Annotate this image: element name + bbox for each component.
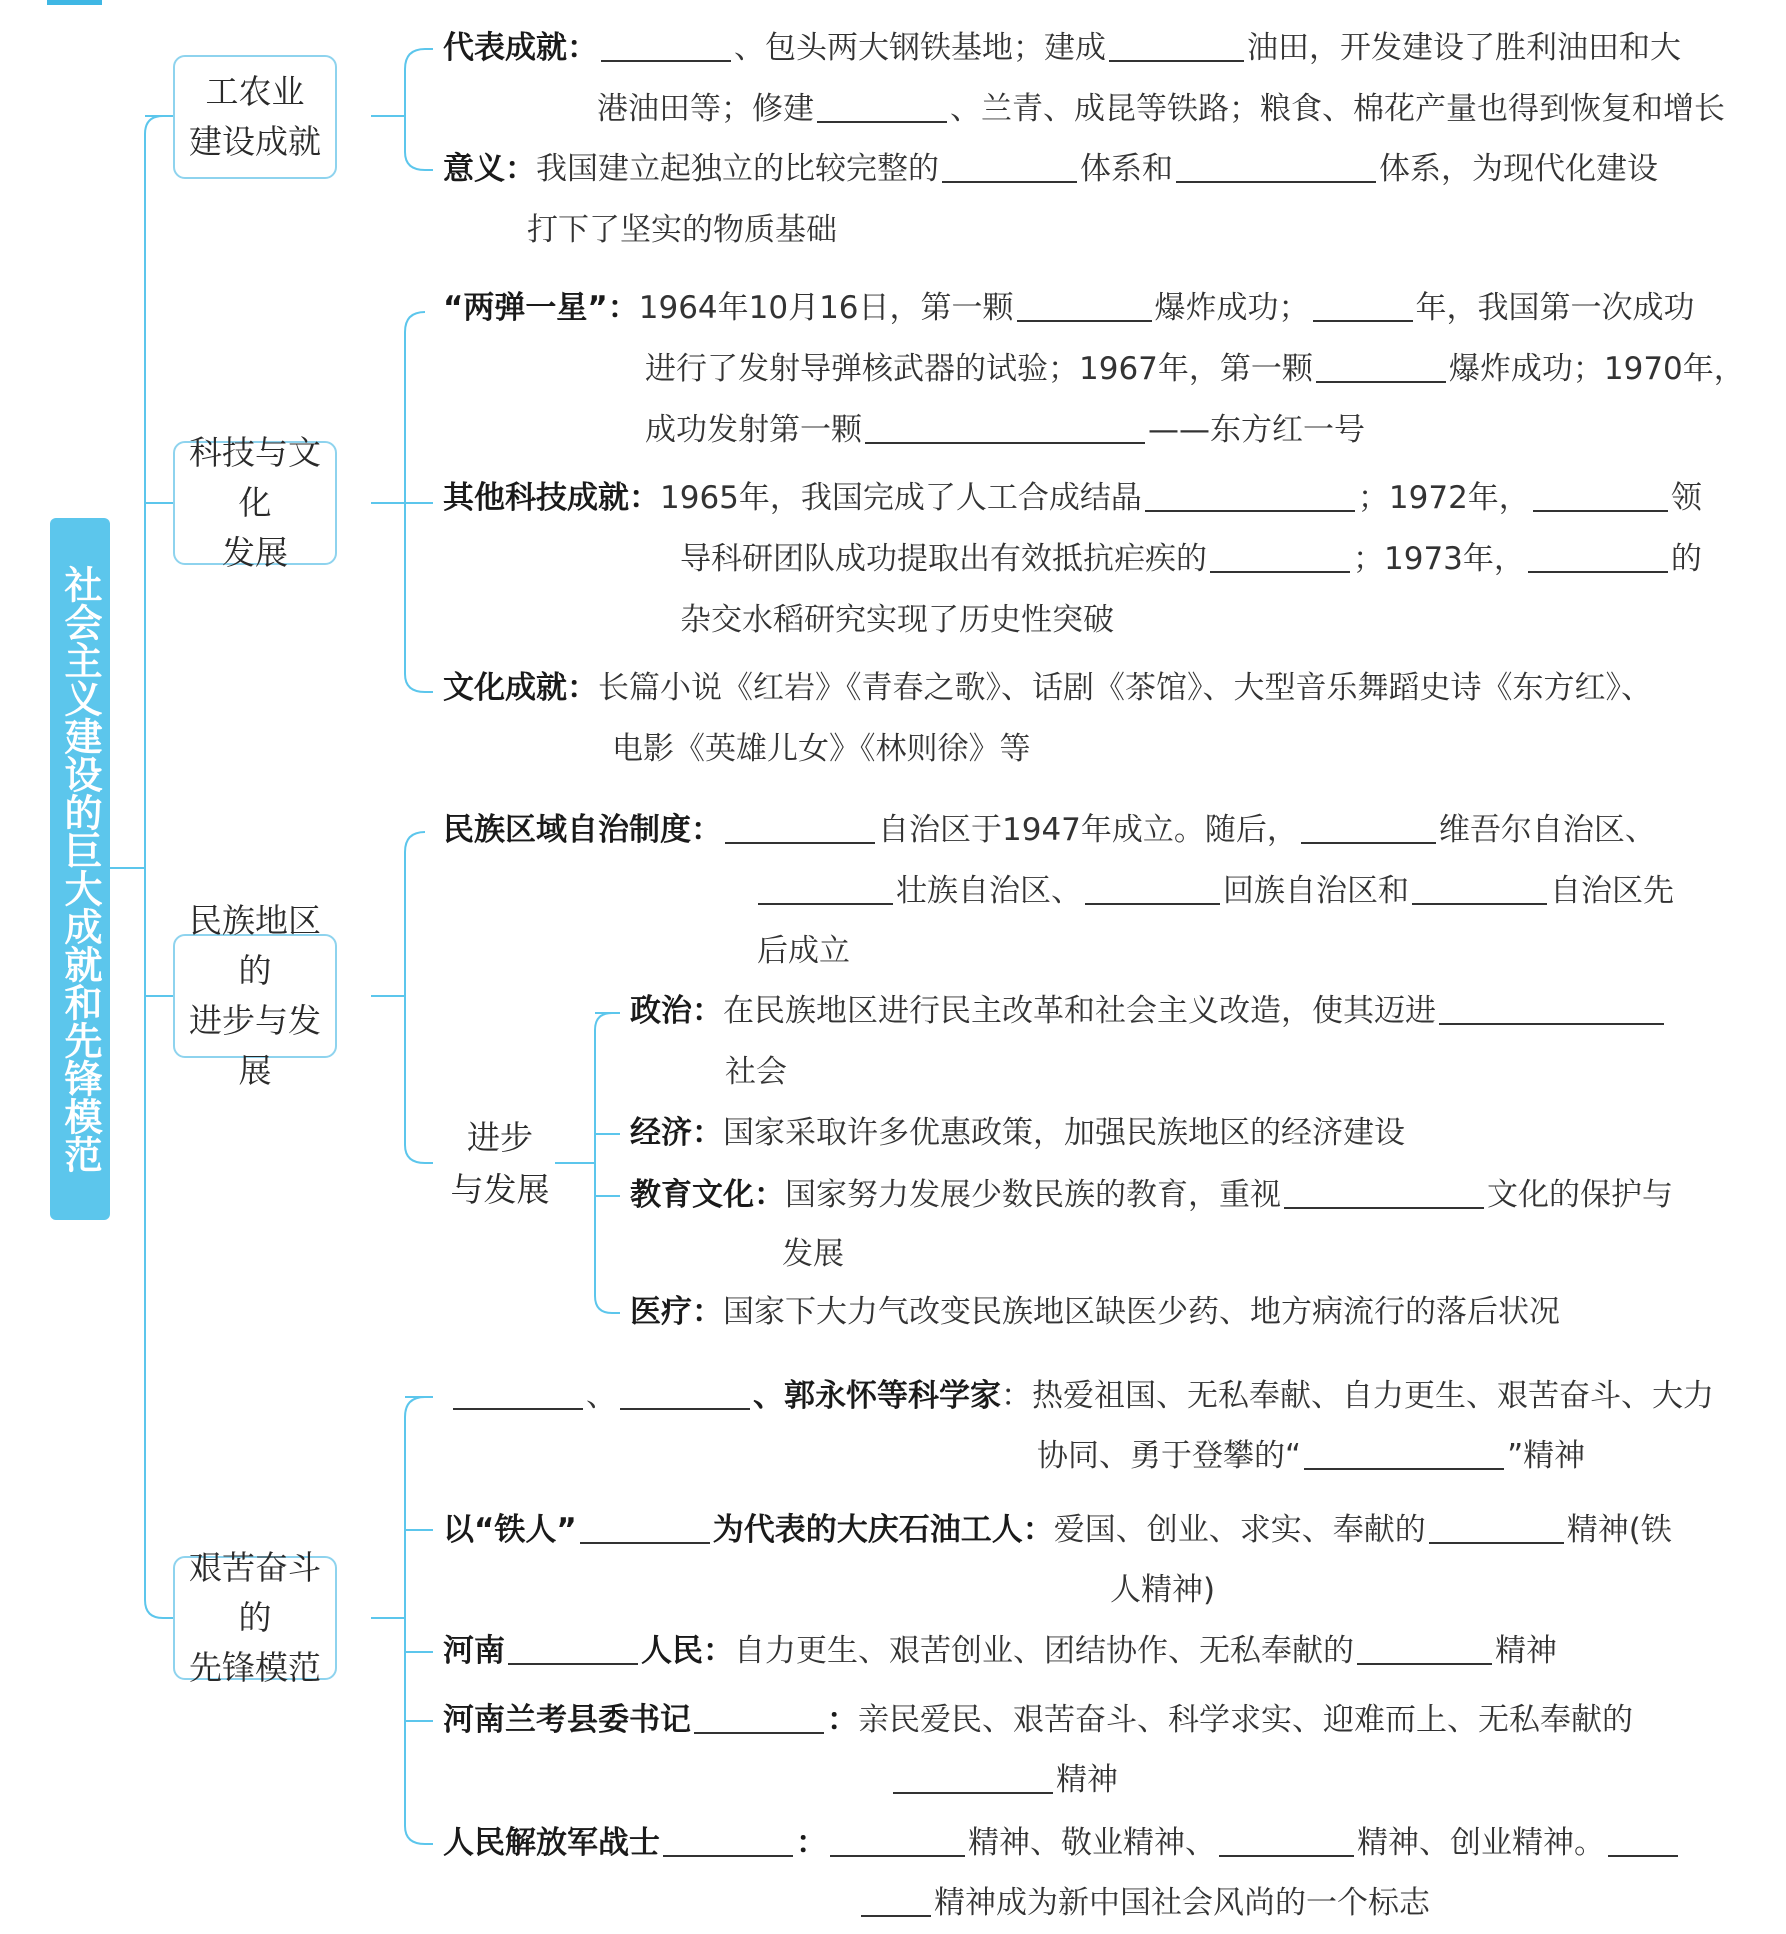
line-text: ——东方红一号 bbox=[1148, 412, 1365, 448]
branch-title: 艰苦奋斗的 先锋模范 bbox=[189, 1548, 321, 1687]
fill-blank bbox=[1439, 992, 1664, 1025]
fill-blank bbox=[865, 411, 1145, 444]
fill-blank bbox=[1145, 479, 1355, 512]
line-text: 我国建立起独立的比较完整的 bbox=[536, 151, 939, 187]
line-text: 电影《英雄儿女》《林则徐》等 bbox=[612, 731, 1031, 767]
fill-blank bbox=[1304, 1437, 1504, 1470]
text-line bbox=[630, 1165, 1673, 1226]
line-text: 1964年10月16日，第一颗 bbox=[638, 290, 1014, 326]
text-line bbox=[443, 139, 1658, 200]
line-text: 在民族地区进行民主改革和社会主义改造，使其迈进 bbox=[723, 993, 1436, 1029]
line-text: 爆炸成功； bbox=[1154, 290, 1310, 326]
line-text: 精神、敬业精神、 bbox=[968, 1825, 1216, 1861]
fill-blank bbox=[508, 1632, 638, 1665]
line-text: 亲民爱民、艰苦奋斗、科学求实、迎难而上、无私奉献的 bbox=[858, 1702, 1633, 1738]
line-text: 、包头两大钢铁基地；建成 bbox=[734, 30, 1106, 66]
line-label: “两弹一星”： bbox=[443, 290, 639, 326]
line-label: 教育文化： bbox=[630, 1177, 785, 1213]
line-text: 体系，为现代化建设 bbox=[1379, 151, 1658, 187]
fill-blank bbox=[1533, 479, 1668, 512]
line-text: 壮族自治区、 bbox=[896, 873, 1082, 909]
line-text: 、 bbox=[586, 1378, 617, 1414]
branch-science-culture bbox=[173, 433, 337, 572]
sub-branch-title: 进步 与发展 bbox=[450, 1118, 550, 1209]
root-title: 社会主义建设的巨大成就和先锋模范 bbox=[58, 565, 102, 1173]
line-label: 医疗： bbox=[630, 1294, 723, 1330]
line-text: 精神(铁 bbox=[1566, 1512, 1672, 1548]
fill-blank bbox=[663, 1824, 793, 1857]
branch-title: 工农业 建设成就 bbox=[189, 72, 321, 161]
fill-blank bbox=[1219, 1824, 1354, 1857]
line-text: 人精神) bbox=[1110, 1572, 1216, 1608]
text-line bbox=[450, 1366, 1714, 1427]
line-label: 文化成就： bbox=[443, 670, 598, 706]
line-text: 杂交水稻研究实现了历史性突破 bbox=[680, 602, 1114, 638]
fill-blank bbox=[725, 811, 875, 844]
text-line bbox=[443, 1500, 1672, 1561]
line-text: 国家采取许多优惠政策，加强民族地区的经济建设 bbox=[723, 1115, 1405, 1151]
line-text: 国家下大力气改变民族地区缺医少药、地方病流行的落后状况 bbox=[723, 1294, 1560, 1330]
line-label: 河南兰考县委书记 bbox=[443, 1702, 691, 1738]
line-label: 经济： bbox=[630, 1115, 723, 1151]
fill-blank bbox=[1017, 289, 1152, 322]
line-text: 年，我国第一次成功 bbox=[1415, 290, 1695, 326]
fill-blank bbox=[1429, 1511, 1564, 1544]
text-line bbox=[443, 18, 1681, 79]
line-text: 回族自治区和 bbox=[1223, 873, 1409, 909]
fill-blank bbox=[620, 1377, 750, 1410]
line-text: 国家努力发展少数民族的教育，重视 bbox=[785, 1177, 1281, 1213]
line-label: 河南 bbox=[443, 1633, 505, 1669]
fill-blank bbox=[861, 1884, 931, 1917]
text-line bbox=[725, 1042, 787, 1103]
line-text: 成功发射第一颗 bbox=[645, 412, 862, 448]
line-label: ： bbox=[796, 1825, 827, 1861]
fill-blank bbox=[758, 872, 893, 905]
line-text: 1965年，我国完成了人工合成结晶 bbox=[660, 480, 1142, 516]
text-line bbox=[443, 468, 1702, 529]
line-label: 、郭永怀等科学家 bbox=[753, 1378, 1001, 1414]
line-text: 港油田等；修建 bbox=[597, 91, 814, 127]
line-text: ：热爱祖国、无私奉献、自力更生、艰苦奋斗、大力 bbox=[1001, 1378, 1714, 1414]
sub-branch-progress bbox=[430, 1112, 570, 1216]
fill-blank bbox=[580, 1511, 710, 1544]
fill-blank bbox=[1301, 811, 1436, 844]
fill-blank bbox=[1284, 1176, 1484, 1209]
line-text: 发展 bbox=[782, 1236, 844, 1272]
line-label: 以“铁人” bbox=[443, 1512, 577, 1548]
fill-blank bbox=[453, 1377, 583, 1410]
text-line bbox=[782, 1224, 844, 1285]
text-line bbox=[597, 79, 1725, 140]
text-line bbox=[1037, 1426, 1585, 1487]
fill-blank bbox=[1109, 29, 1244, 62]
line-text: 精神 bbox=[1056, 1762, 1118, 1798]
branch-industry-agriculture bbox=[173, 55, 337, 179]
fill-blank bbox=[1316, 350, 1446, 383]
fill-blank bbox=[1210, 540, 1350, 573]
fill-blank bbox=[694, 1701, 824, 1734]
line-label: 政治： bbox=[630, 993, 723, 1029]
line-text: 长篇小说《红岩》《青春之歌》、话剧《茶馆》、大型音乐舞蹈史诗《东方红》、 bbox=[598, 670, 1652, 706]
line-label: 为代表的大庆石油工人： bbox=[712, 1512, 1054, 1548]
line-label: 人民： bbox=[641, 1633, 734, 1669]
fill-blank bbox=[1412, 872, 1547, 905]
text-line bbox=[858, 1873, 1430, 1934]
fill-blank bbox=[1357, 1632, 1492, 1665]
line-text: 自治区于1947年成立。随后， bbox=[878, 812, 1298, 848]
text-line bbox=[680, 590, 1114, 651]
line-text: 文化的保护与 bbox=[1487, 1177, 1673, 1213]
line-text: 自治区先 bbox=[1550, 873, 1674, 909]
text-line bbox=[443, 658, 1652, 719]
line-label: 人民解放军战士 bbox=[443, 1825, 660, 1861]
text-line bbox=[630, 1103, 1405, 1164]
line-text: ”精神 bbox=[1507, 1438, 1586, 1474]
line-label: 代表成就： bbox=[443, 30, 598, 66]
line-label: ： bbox=[827, 1702, 858, 1738]
line-text: 精神 bbox=[1495, 1633, 1557, 1669]
text-line bbox=[680, 529, 1702, 590]
line-text: 打下了坚实的物质基础 bbox=[527, 212, 837, 248]
text-line bbox=[645, 400, 1365, 461]
line-label: 其他科技成就： bbox=[443, 480, 660, 516]
line-label: 民族区域自治制度： bbox=[443, 812, 722, 848]
text-line bbox=[443, 800, 1656, 861]
branch-ethnic-regions bbox=[173, 901, 337, 1090]
line-text: ；1972年， bbox=[1357, 480, 1530, 516]
line-text: 协同、勇于登攀的“ bbox=[1037, 1438, 1302, 1474]
branch-pioneer-models bbox=[173, 1548, 337, 1687]
text-line bbox=[527, 200, 837, 261]
line-text: ；1973年， bbox=[1353, 541, 1525, 577]
fill-blank bbox=[817, 90, 947, 123]
line-text: 、兰青、成昆等铁路；粮食、棉花产量也得到恢复和增长 bbox=[950, 91, 1725, 127]
fill-blank bbox=[601, 29, 731, 62]
text-line bbox=[443, 278, 1695, 339]
text-line bbox=[1110, 1560, 1215, 1621]
text-line bbox=[612, 719, 1031, 780]
line-text: 精神成为新中国社会风尚的一个标志 bbox=[934, 1885, 1430, 1921]
line-text: 社会 bbox=[725, 1054, 787, 1090]
line-label: 意义： bbox=[443, 151, 536, 187]
line-text: 油田，开发建设了胜利油田和大 bbox=[1247, 30, 1681, 66]
line-text: 爆炸成功；1970年， bbox=[1448, 351, 1745, 387]
line-text: 自力更生、艰苦创业、团结协作、无私奉献的 bbox=[734, 1633, 1354, 1669]
fill-blank bbox=[1313, 289, 1413, 322]
text-line bbox=[443, 1621, 1557, 1682]
fill-blank bbox=[1085, 872, 1220, 905]
root-topic bbox=[50, 518, 110, 1220]
text-line bbox=[755, 861, 1674, 922]
text-line bbox=[443, 1813, 1681, 1874]
line-text: 精神、创业精神。 bbox=[1357, 1825, 1605, 1861]
line-text: 后成立 bbox=[757, 933, 850, 969]
fill-blank bbox=[942, 150, 1077, 183]
text-line bbox=[443, 1690, 1633, 1751]
line-text: 维吾尔自治区、 bbox=[1438, 812, 1656, 848]
fill-blank bbox=[1608, 1824, 1678, 1857]
text-line bbox=[630, 981, 1667, 1042]
fill-blank bbox=[893, 1761, 1053, 1794]
line-text: 爱国、创业、求实、奉献的 bbox=[1053, 1512, 1426, 1548]
line-text: 的 bbox=[1670, 541, 1702, 577]
line-text: 进行了发射导弹核武器的试验；1967年，第一颗 bbox=[645, 351, 1313, 387]
text-line bbox=[645, 339, 1745, 400]
fill-blank bbox=[1176, 150, 1376, 183]
text-line bbox=[757, 921, 850, 982]
line-text: 领 bbox=[1670, 480, 1702, 516]
branch-title: 科技与文化 发展 bbox=[189, 433, 321, 572]
text-line bbox=[890, 1750, 1118, 1811]
line-text: 导科研团队成功提取出有效抵抗疟疾的 bbox=[680, 541, 1207, 577]
line-text: 体系和 bbox=[1080, 151, 1173, 187]
branch-title: 民族地区的 进步与发展 bbox=[189, 901, 321, 1090]
fill-blank bbox=[1528, 540, 1668, 573]
fill-blank bbox=[830, 1824, 965, 1857]
text-line bbox=[630, 1282, 1560, 1343]
